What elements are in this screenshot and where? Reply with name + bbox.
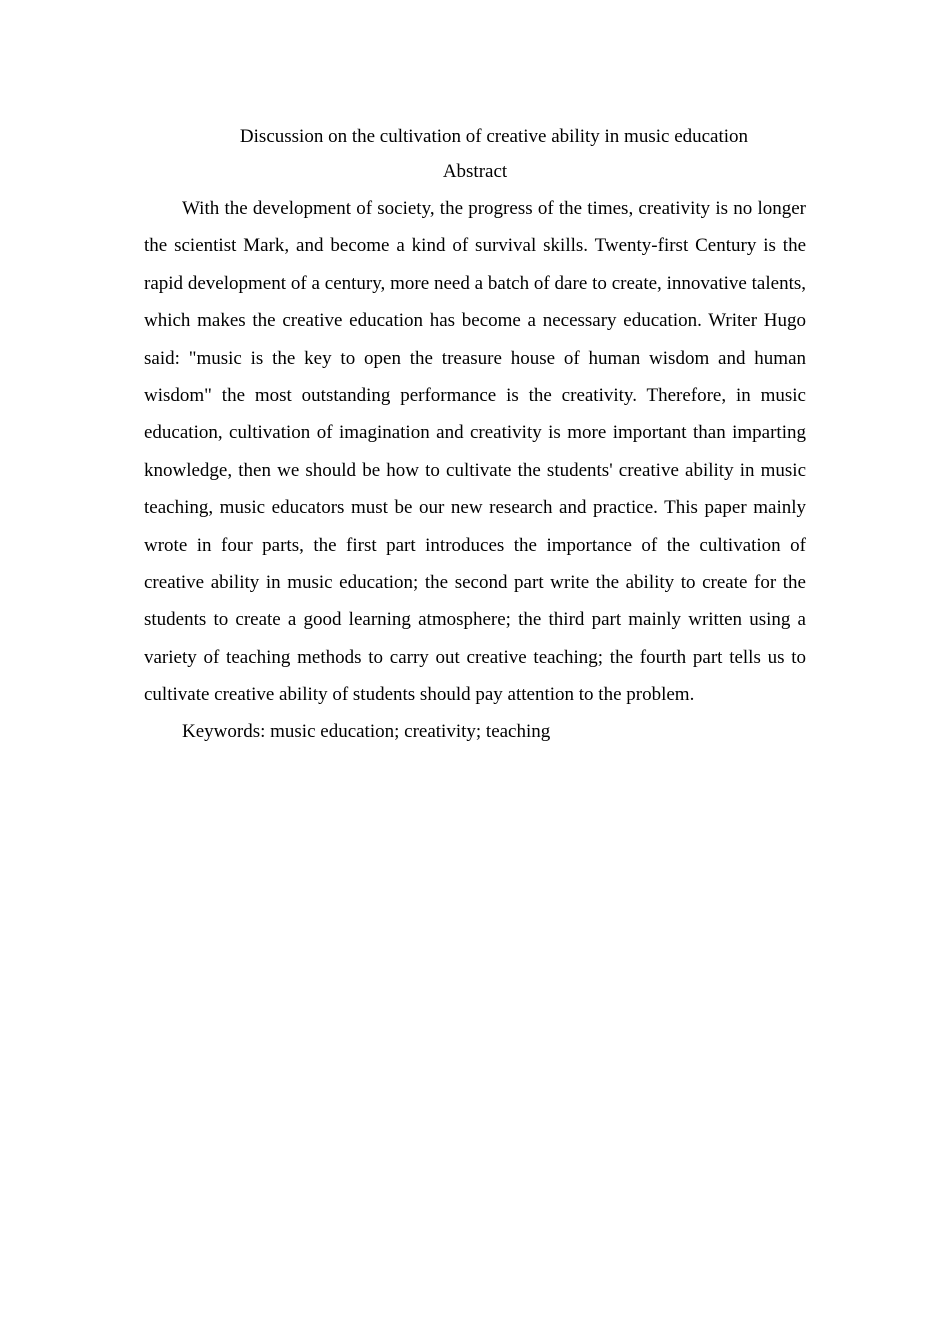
document-title: Discussion on the cultivation of creative ability in music education [239, 126, 749, 147]
abstract-heading: Abstract [442, 161, 508, 182]
document-content [144, 123, 806, 746]
abstract-paragraph: With the development of society, the progress of the times, creativity is no longer the scientist Mark, and become a kind of survival skills. Twenty-first Century is the rapid development of a century, more need a batch of dare to create, innovative talents, which makes the creative education has become a necessary education. Writer Hugo said: "music is the key to open the treasure house of human wisdom and human wisdom" the most outstanding performance is the creativity. Therefore, in music education, cultivation of imagination and creativity is more important than imparting knowledge, then we should be how to cultivate the students' creative ability in music teaching, music educators must be our new research and practice. This paper mainly wrote in four parts, the first part introduces the importance of the cultivation of creative ability in music education; the second part write the ability to create for the students to create a good learning atmosphere; the third part mainly written using a variety of teaching methods to carry out creative teaching; the fourth part tells us to cultivate creative ability of students should pay attention to the problem. [144, 198, 806, 706]
keywords-line: Keywords: music education; creativity; teaching [182, 720, 551, 742]
